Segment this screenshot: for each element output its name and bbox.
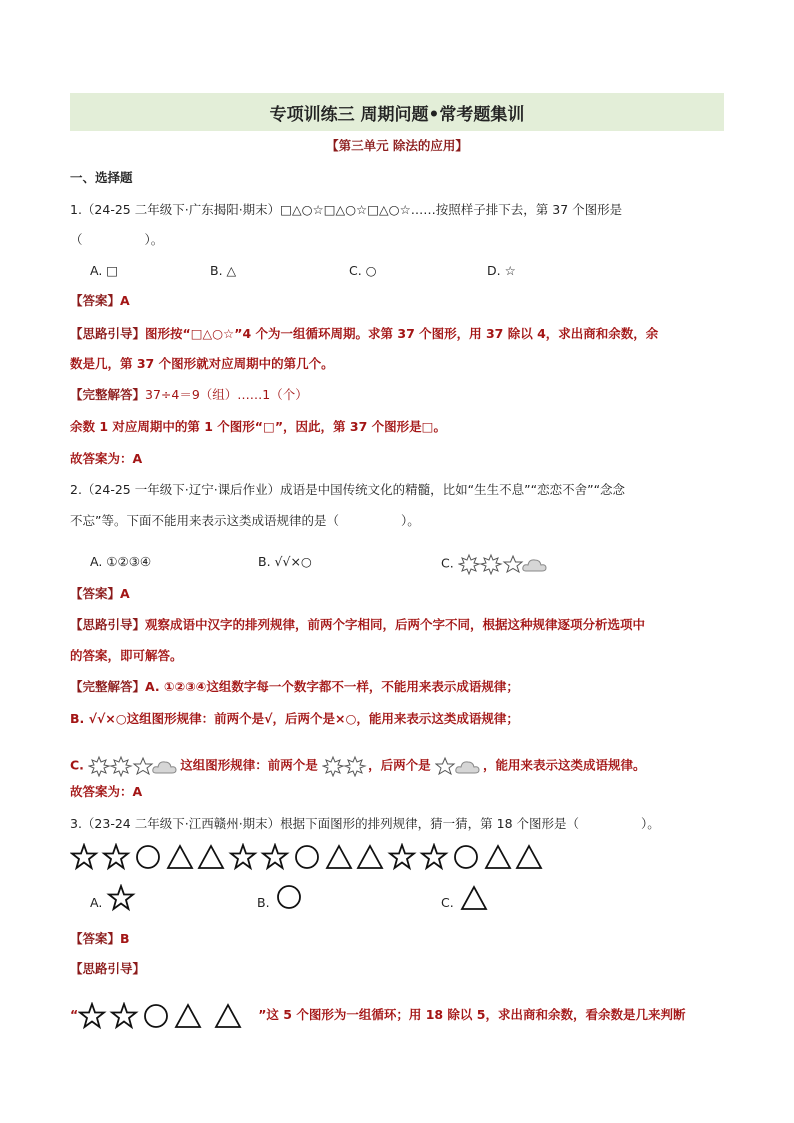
q1-option-b: B. △ [210,263,237,278]
q3-option-b: B. [257,884,304,912]
q1-stem-line-2 [70,231,163,249]
q2-hint-line-1: 【思路引导】观察成语中汉字的排列规律，前两个字相同，后两个字不同，根据这种规律逐项分析选项中 [70,617,646,632]
circle-icon [274,884,304,912]
q1-answer: 【答案】A [70,293,130,308]
star-cloud-icon [435,755,483,777]
q1-solution-line-1: 【完整解答】37÷4＝9（组）……1（个） [70,387,308,402]
q3-hint-heading: 【思路引导】 [70,961,146,976]
page-title: 专项训练三 周期问题•常考题集训 [269,104,525,125]
q3-option-c: C. [441,884,490,912]
q2-option-c: C. [441,553,550,575]
q3-answer: 【答案】B [70,931,130,946]
q2-stem-line-1: 2.（24-25 一年级下·辽宁·课后作业）成语是中国传统文化的精髓，比如“生生不息”“恋恋不舍”“念念 [70,482,626,497]
triangle-icon [199,846,223,868]
star-icon [106,884,136,912]
q2-solution-a: 【完整解答】A. ①②③④这组数字每一个数字都不一样，不能用来表示成语规律； [70,679,519,694]
shape-sequence [70,843,550,871]
circle-icon [455,846,477,868]
section-heading: 一、选择题 [70,170,133,185]
triangle-icon [517,846,541,868]
q2-solution-b: B. √√×○这组图形规律：前两个是√，后两个是×○，能用来表示这类成语规律； [70,711,519,726]
triangle-icon [486,846,510,868]
q2-stem-line-2: 不忘”等。下面不能用来表示这类成语规律的是（ ）。 [70,513,420,528]
star-icon [231,845,255,868]
q2-hint-line-2: 的答案，即可解答。 [70,648,183,663]
star-icon [72,845,96,868]
q1-open-paren: （ [70,232,83,247]
q1-solution-line-2: 余数 1 对应周期中的第 1 个图形“□”，因此，第 37 个图形是□。 [70,419,446,434]
q1-option-a: A. □ [90,263,119,278]
q1-option-c: C. ○ [349,263,377,278]
star-icon [263,845,287,868]
sun-sun-star-cloud-icon [88,755,180,777]
triangle-icon [458,884,490,912]
star-icon [390,845,414,868]
triangle-icon [358,846,382,868]
unit-subtitle: 【第三单元 除法的应用】 [326,138,468,153]
title-banner [70,93,724,131]
q1-hint-line-1: 【思路引导】图形按“□△○☆”4 个为一组循环周期。求第 37 个图形，用 37 除以 4，求出商和余数，余 [70,326,659,341]
q1-option-d: D. ☆ [487,263,516,278]
five-shape-cycle [78,1002,258,1030]
circle-icon [137,846,159,868]
q2-solution-c: C. 这组图形规律：前两个是 ，后两个是 ，能用来表示这类成语规律。 [70,755,646,777]
q2-answer: 【答案】A [70,586,130,601]
q3-hint-line: “ ”这 5 个图形为一组循环；用 18 除以 5，求出商和余数，看余数是几来判断 [70,1000,686,1030]
triangle-icon [168,846,192,868]
q1-hint-line-2: 数是几，第 37 个图形就对应周期中的第几个。 [70,356,334,371]
q2-final-answer: 故答案为：A [70,784,143,799]
q1-stem-line-1: 1.（24-25 二年级下·广东揭阳·期末）□△○☆□△○☆□△○☆……按照样子排下去，第 37 个图形是 [70,202,623,217]
circle-icon [296,846,318,868]
triangle-icon [327,846,351,868]
q3-stem: 3.（23-24 二年级下·江西赣州·期末）根据下面图形的排列规律，猜一猜，第 18 个图形是（ ）。 [70,816,660,831]
q1-final-answer: 故答案为：A [70,451,143,466]
q2-option-a: A. ①②③④ [90,554,152,569]
q2-option-b: B. √√×○ [258,554,312,569]
two-suns-icon [322,755,368,777]
star-icon [422,845,446,868]
q3-option-a: A. [90,884,136,912]
q1-close-paren: ）。 [144,232,164,247]
star-icon [104,845,128,868]
sun-sun-star-cloud-icon [458,553,550,575]
